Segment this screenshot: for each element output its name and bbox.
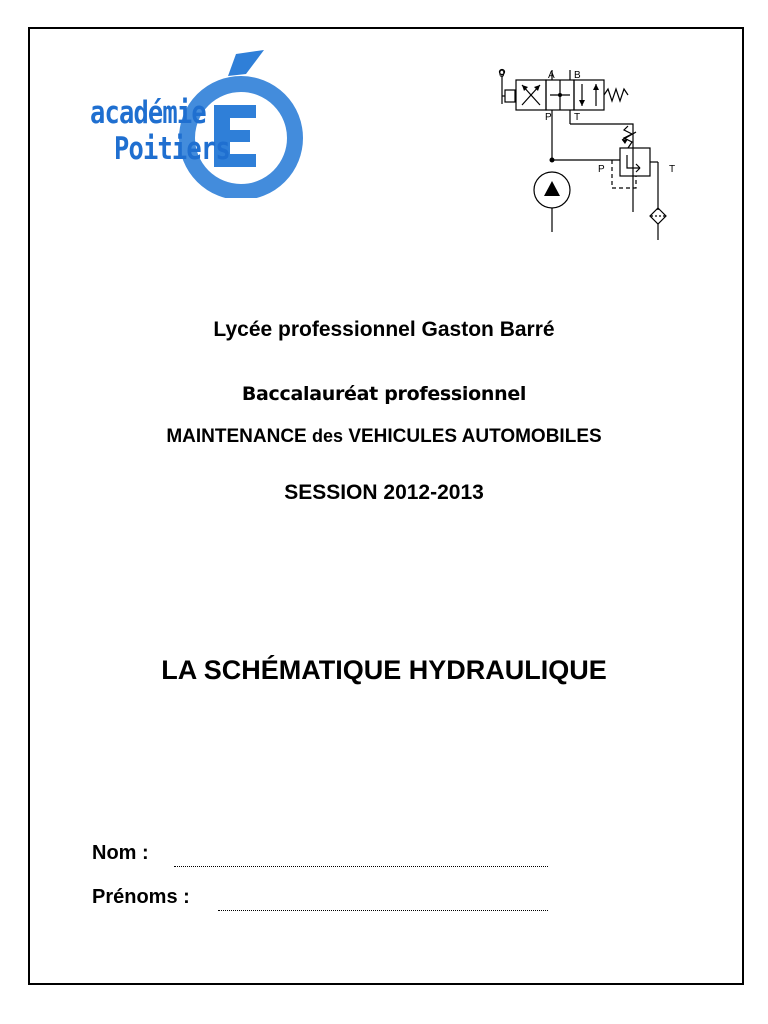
prenoms-label: Prénoms : bbox=[92, 886, 190, 908]
port-t-valve-label: T bbox=[574, 112, 581, 123]
nom-label: Nom : bbox=[92, 842, 149, 864]
school-name: Lycée professionnel Gaston Barré bbox=[213, 318, 555, 341]
speciality-part-3: VEHICULES AUTOMOBILES bbox=[348, 426, 602, 447]
speciality-part-1: MAINTENANCE bbox=[166, 426, 307, 447]
port-p-valve-label: P bbox=[545, 112, 552, 123]
academie-poitiers-logo bbox=[86, 50, 304, 198]
session: SESSION 2012-2013 bbox=[284, 481, 484, 504]
document-title: LA SCHÉMATIQUE HYDRAULIQUE bbox=[161, 655, 607, 685]
port-0-label: 0 bbox=[499, 69, 505, 80]
nom-field[interactable] bbox=[174, 866, 548, 867]
hydraulic-schematic-illustration bbox=[488, 60, 688, 250]
port-t-relief-label: T bbox=[669, 164, 676, 175]
prenoms-field[interactable] bbox=[218, 910, 548, 911]
logo-line-2: Poitiers bbox=[114, 131, 230, 167]
speciality-part-2: des bbox=[312, 426, 344, 446]
speciality bbox=[0, 426, 768, 448]
port-a-label: A bbox=[548, 70, 555, 81]
port-b-label: B bbox=[574, 70, 581, 81]
port-p-relief-label: P bbox=[598, 164, 605, 175]
diploma-name: Baccalauréat professionnel bbox=[241, 383, 527, 405]
logo-line-1: académie bbox=[90, 95, 206, 131]
